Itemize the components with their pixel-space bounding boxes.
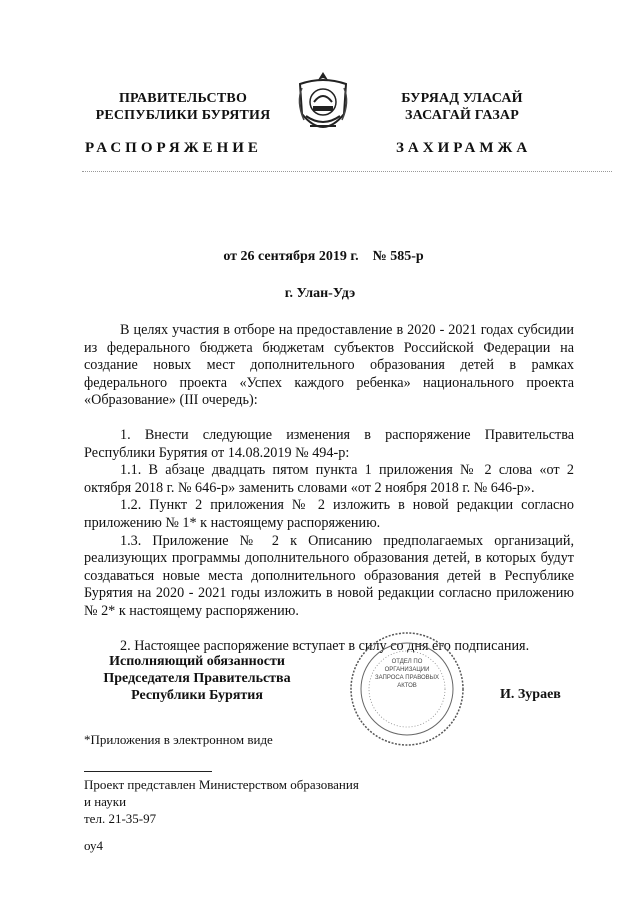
item-1-3: 1.3. Приложение № 2 к Описанию предполагаемых организаций, реализующих программы дополнительного образования детей, в которых будут создаваться новые места дополнительного образования детей в Республике Бурятия на 2020 - 2021 годы изложить в новой редакции согласно приложению № 2* к настоящему распоряжению. [84,532,574,619]
government-name-bua-line1: БУРЯАД УЛАСАЙ [401,91,523,106]
stamp-text: ОТДЕЛ ПО ОРГАНИЗАЦИИ ЗАПРОСА ПРАВОВЫХ АКТОВ [375,659,439,689]
item-1-1: 1.1. В абзаце двадцать пятом пункта 1 приложения № 2 слова «от 2 октября 2018 г. № 646-р» заменить словами «от 2 ноября 2018 г. № 646-р». [84,462,574,496]
item-1: 1. Внести следующие изменения в распоряжение Правительства Республики Бурятия от 14.08.2019 № 494-р: [84,426,574,461]
date-number [90,233,550,265]
doc-type-ru: РАСПОРЯЖЕНИЕ [85,140,262,156]
footer-line2: и науки [84,794,127,809]
signatory-line3: Республики Бурятия [131,688,263,703]
document-body [84,322,574,655]
footer-phone: тел. 21-35-97 [84,811,157,826]
signatory-line1: Исполняющий обязанности [109,654,285,669]
footer-code: оу4 [84,838,104,853]
item-1-2: 1.2. Пункт 2 приложения № 2 изложить в новой редакции согласно приложению № 1* к настоящему распоряжению. [84,497,574,531]
signatory-line2: Председателя Правительства [103,671,291,686]
official-stamp [348,630,466,748]
header-divider [82,171,612,172]
buryatia-coat-of-arms-icon [292,70,354,142]
intro-paragraph: В целях участия в отборе на предоставление в 2020 - 2021 годах субсидии из федерального бюджета бюджетам субъектов Российской Федерации на создание новых мест дополнительного образования детей в рамках федерального проекта «Успех каждого ребенка» национального проекта «Образование» (III очередь): [84,322,574,409]
government-name-ru-line2: РЕСПУБЛИКИ БУРЯТИЯ [95,108,271,123]
footer-info [84,776,404,854]
item-2: 2. Настоящее распоряжение вступает в силу со дня его подписания. [120,637,530,654]
government-name-bua [372,90,552,124]
footer-line1: Проект представлен Министерством образования [84,777,359,792]
government-name-bua-line2: ЗАСАГАЙ ГАЗАР [404,108,519,123]
signatory-title [82,653,312,704]
city: г. Улан-Удэ [284,286,356,301]
government-name-ru [78,90,288,124]
appendix-footnote: *Приложения в электронном виде [84,732,273,747]
doc-type-bua: ЗАХИРАМЖА [396,140,532,156]
signatory-name: И. Зураев [500,687,561,702]
date-number-text: от 26 сентября 2019 г. № 585-р [223,249,424,264]
government-name-ru-line1: ПРАВИТЕЛЬСТВО [118,91,248,106]
footer-divider [84,771,212,772]
